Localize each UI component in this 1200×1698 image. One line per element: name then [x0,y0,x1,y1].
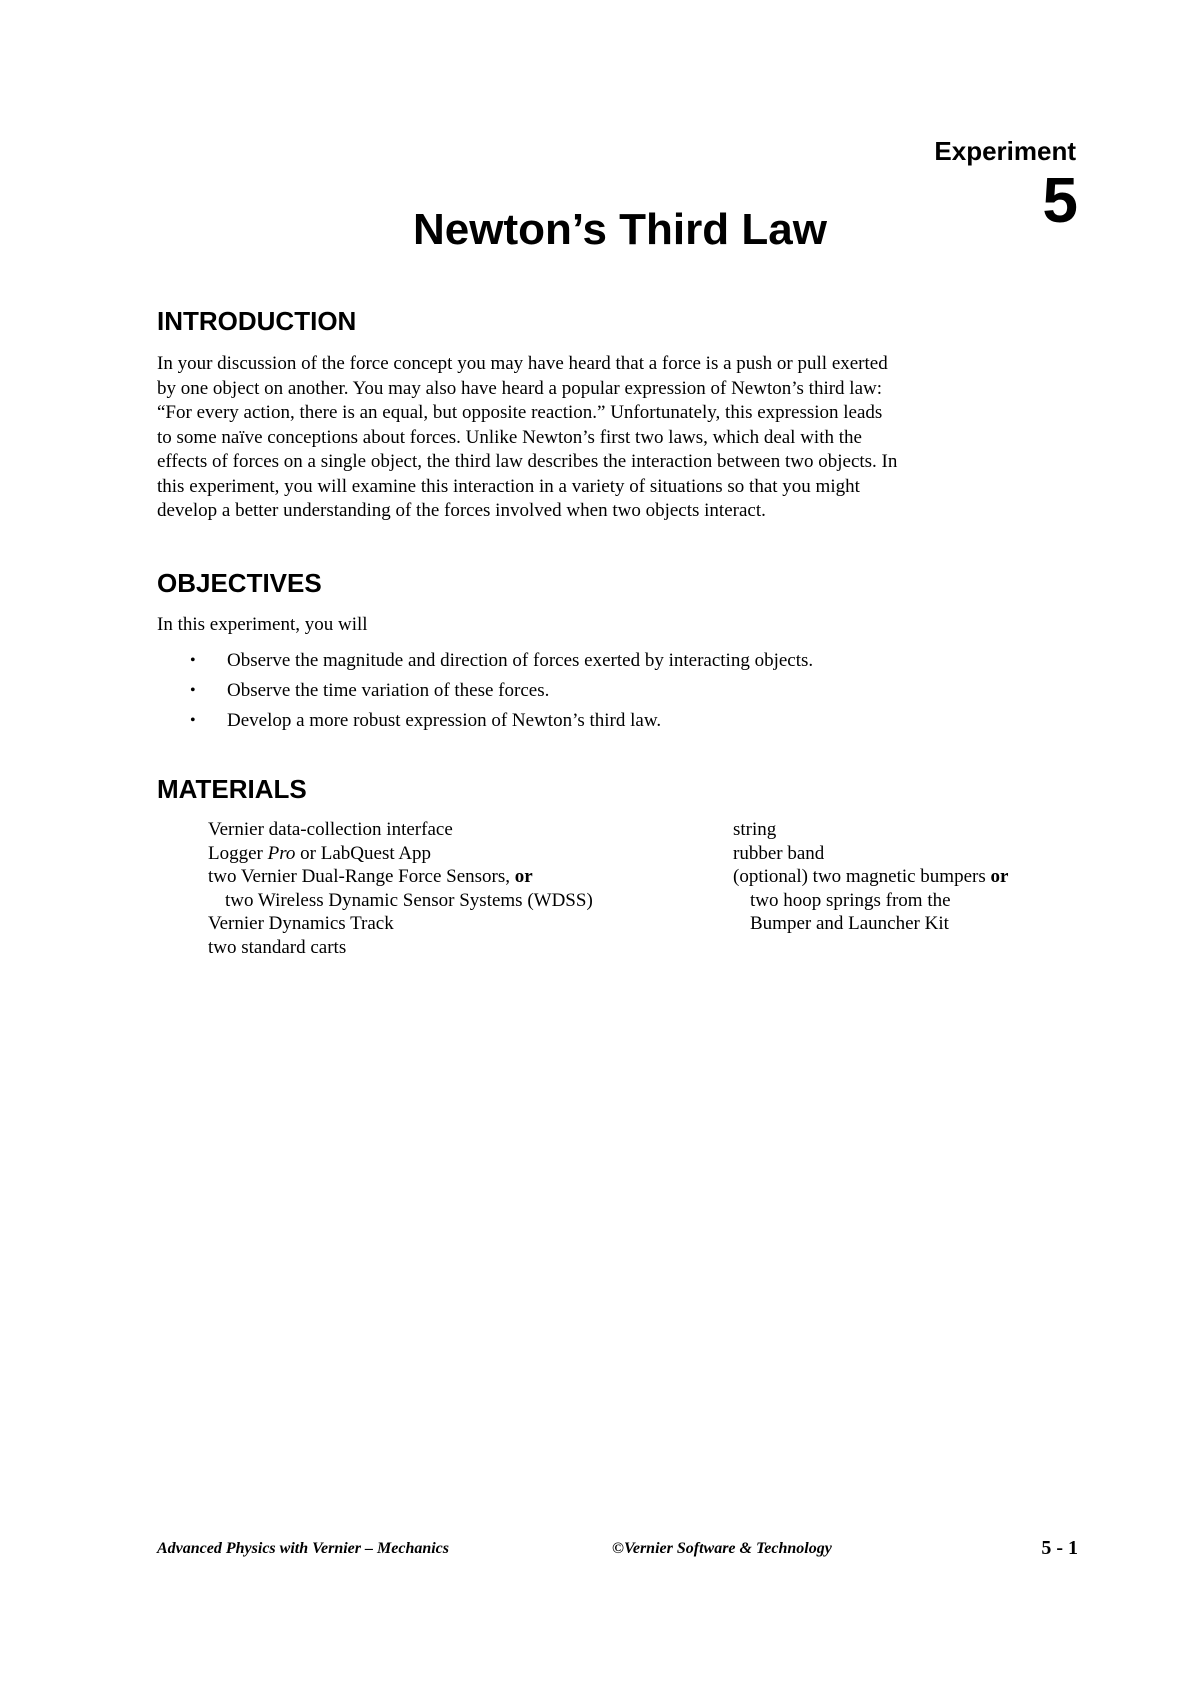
material-text-bold: or [990,866,1009,887]
objectives-lead [157,613,1082,638]
material-text-italic: Pro [267,842,296,864]
paragraph-line: effects of forces on a single object, the third law describes the interaction between two objects. In [157,451,898,472]
paragraph-line: to some naïve conceptions about forces. Unlike Newton’s first two laws, which deal with the [157,426,862,448]
list-item [157,676,813,706]
material-item: Bumper and Launcher Kit [750,913,949,934]
paragraph-line: In your discussion of the force concept you may have heard that a force is a push or pull exerted [157,353,888,374]
material-item: Vernier data-collection interface [208,819,453,840]
material-item: two hoop springs from the [750,889,951,911]
paragraph-line: by one object on another. You may also have heard a popular expression of Newton’s third law: [157,377,883,399]
experiment-number: 5 [1042,164,1078,236]
material-item [208,842,593,866]
material-item: string [733,819,777,840]
materials-heading: MATERIALS [157,774,307,804]
objectives-heading: OBJECTIVES [157,568,322,598]
material-text: Logger [208,842,268,864]
material-item [208,865,593,889]
footer-copyright: ©Vernier Software & Technology [612,1540,832,1557]
objectives-list [157,646,813,736]
introduction-heading: INTRODUCTION [157,306,357,336]
paragraph-line: this experiment, you will examine this interaction in a variety of situations so that you might [157,475,860,497]
materials-left-column [208,818,593,959]
material-item: two standard carts [208,936,347,958]
material-item: rubber band [733,842,825,864]
paragraph-line: develop a better understanding of the forces involved when two objects interact. [157,500,766,521]
paragraph-line: “For every action, there is an equal, but opposite reaction.” Unfortunately, this expression leads [157,402,883,423]
bullet-icon: • [190,712,196,729]
materials-right-column [733,818,1008,936]
material-text: (optional) two magnetic bumpers [733,866,991,887]
objectives-lead-text: In this experiment, you will [157,614,368,635]
page-number: 5 - 1 [1041,1537,1078,1559]
list-item-text: Observe the magnitude and direction of forces exerted by interacting objects. [227,650,814,671]
material-text: or LabQuest App [295,842,432,864]
material-item: two Wireless Dynamic Sensor Systems (WDSS) [225,889,593,911]
list-item-text: Observe the time variation of these forces. [227,680,550,701]
material-text: two Vernier Dual-Range Force Sensors, [208,866,515,887]
list-item-text: Develop a more robust expression of Newton’s third law. [227,710,662,731]
bullet-icon: • [190,682,196,699]
introduction-paragraph [157,352,1082,524]
material-item [733,865,1008,889]
list-item [157,706,813,736]
bullet-icon: • [190,652,196,669]
material-text-bold: or [514,866,533,887]
material-item: Vernier Dynamics Track [208,913,394,934]
experiment-label: Experiment [934,136,1076,166]
footer-book-title: Advanced Physics with Vernier – Mechanics [157,1540,450,1557]
list-item [157,646,813,676]
page-title: Newton’s Third Law [413,205,827,254]
